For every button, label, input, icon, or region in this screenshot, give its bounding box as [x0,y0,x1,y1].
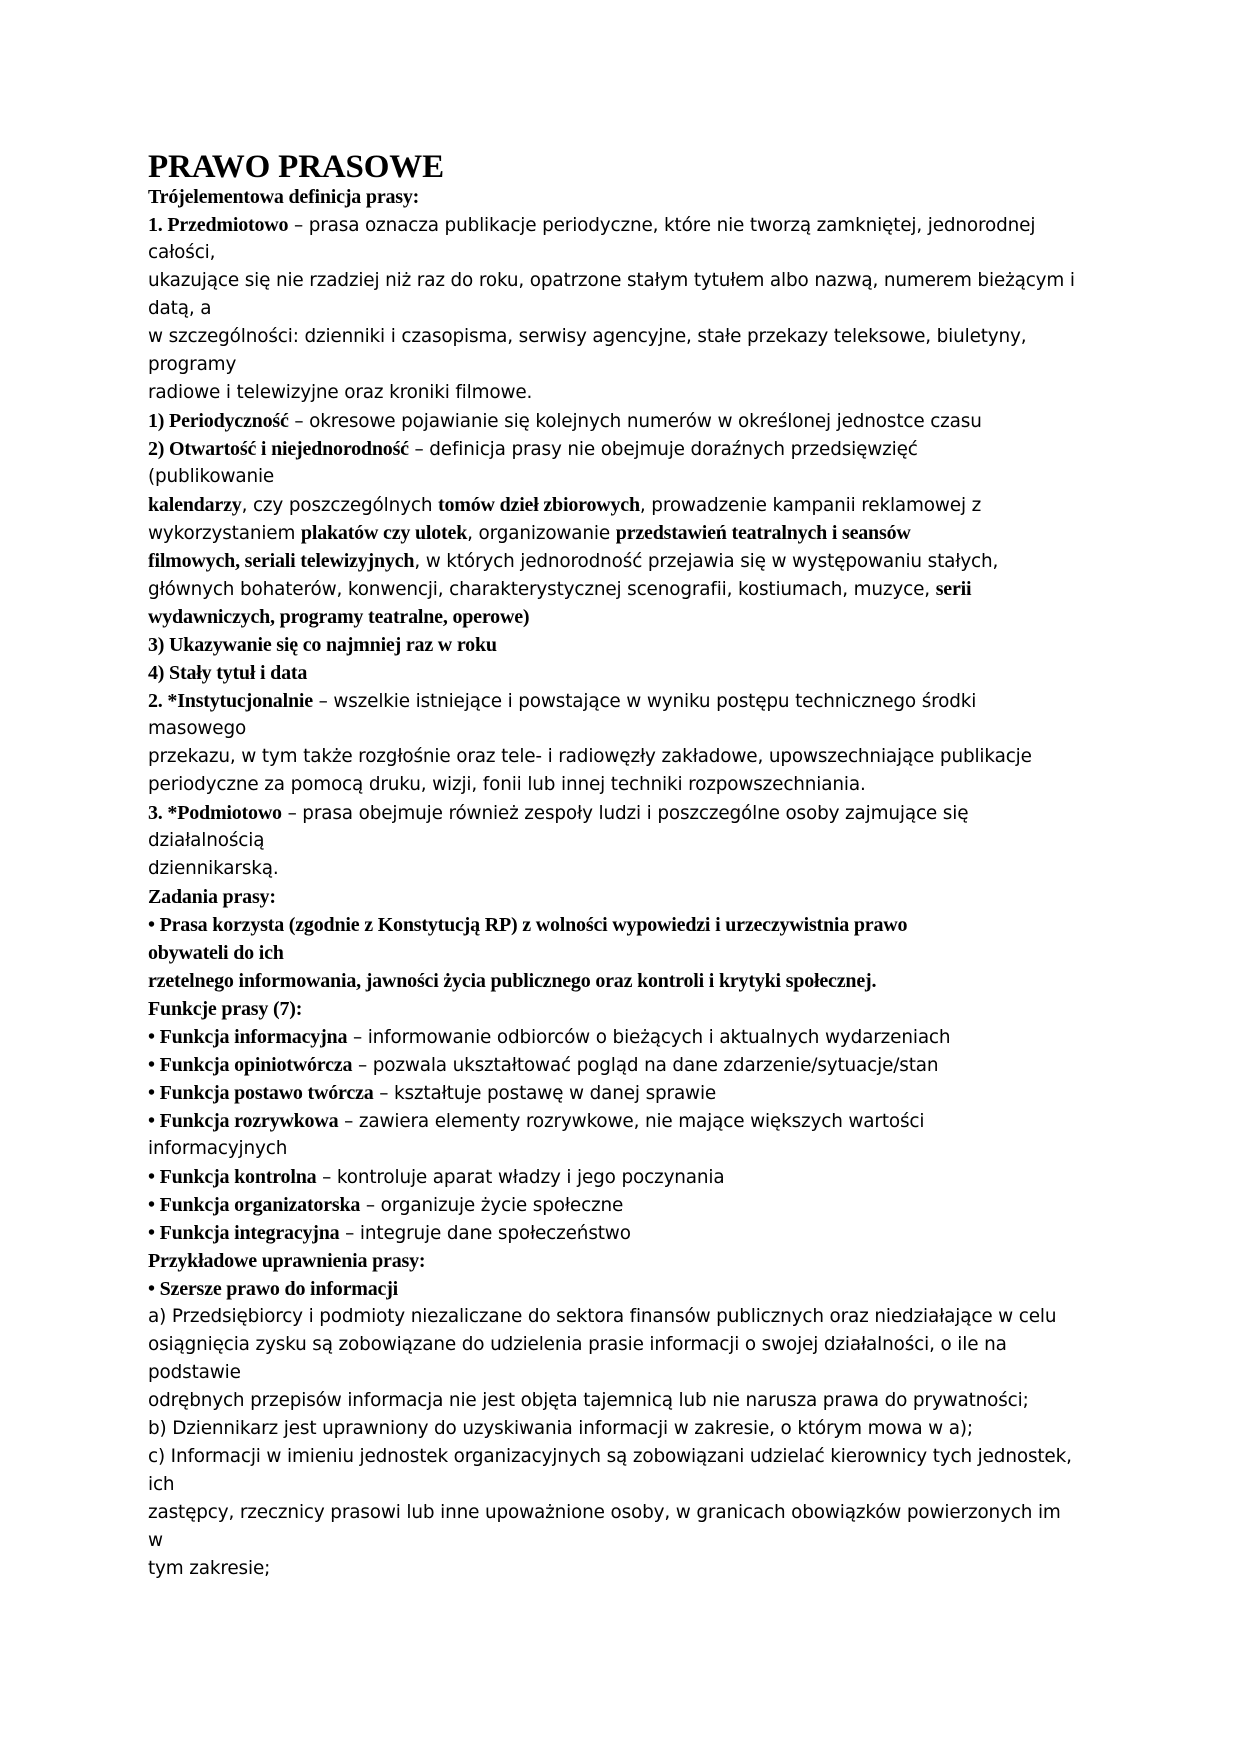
text-line [148,631,1098,659]
text-line [148,463,1098,491]
text-segment: w szczególności: dzienniki i czasopisma, serwisy agencyjne, stałe przekazy teleksowe, biuletyny, [148,326,1027,347]
text-line [148,995,1098,1023]
text-line [148,743,1098,771]
text-line [148,1023,1098,1051]
text-segment: a) Przedsiębiorcy i podmioty niezaliczane do sektora finansów publicznych oraz niedziałające w celu [148,1306,1057,1327]
bold-text-segment: 1) Periodyczność [148,410,289,432]
text-segment: periodyczne za pomocą druku, wizji, fonii lub innej techniki rozpowszechniania. [148,774,866,795]
bold-text-segment: kalendarzy [148,494,242,516]
text-segment: – prasa obejmuje również zespoły ludzi i poszczególne osoby zajmujące się [281,803,969,824]
bold-text-segment: wydawniczych, programy teatralne, operowe) [148,606,530,628]
text-line [148,939,1098,967]
text-line [148,1499,1098,1527]
text-segment: głównych bohaterów, konwencji, charakterystycznej scenografii, kostiumach, muzyce, [148,579,936,600]
bold-text-segment: 3) Ukazywanie się co najmniej raz w roku [148,634,497,656]
text-segment: informacyjnych [148,1138,288,1159]
bold-text-segment: • Funkcja kontrolna [148,1166,317,1188]
bold-text-segment: • Funkcja rozrywkowa [148,1110,339,1132]
text-segment: – kształtuje postawę w danej sprawie [373,1083,717,1104]
text-line [148,1331,1098,1359]
bold-text-segment: • Funkcja informacyjna [148,1026,348,1048]
text-line [148,1135,1098,1163]
text-segment: – prasa oznacza publikacje periodyczne, które nie tworzą zamkniętej, jednorodnej [288,215,1036,236]
text-line [148,603,1098,631]
text-line [148,827,1098,855]
text-line [148,1191,1098,1219]
text-line [148,183,1098,211]
text-segment: – organizuje życie społeczne [360,1195,624,1216]
text-segment: – zawiera elementy rozrywkowe, nie mające większych wartości [338,1111,925,1132]
bold-text-segment: 3. *Podmiotowo [148,802,282,824]
text-segment: wykorzystaniem [148,523,301,544]
bold-text-segment: 2) Otwartość i niejednorodność [148,438,409,460]
text-line [148,1415,1098,1443]
text-line [148,1219,1098,1247]
text-segment: ukazujące się nie rzadziej niż raz do roku, opatrzone stałym tytułem albo nazwą, numerem bieżącym i [148,270,1075,291]
text-segment: osiągnięcia zysku są zobowiązane do udzielenia prasie informacji o swojej działalności, o ile na [148,1334,1007,1355]
text-line [148,239,1098,267]
text-line [148,407,1098,435]
text-line [148,1163,1098,1191]
bold-text-segment: • Funkcja integracyjna [148,1222,340,1244]
text-segment: – pozwala ukształtować pogląd na dane zdarzenie/sytuacje/stan [352,1055,939,1076]
text-line [148,211,1098,239]
text-segment: , prowadzenie kampanii reklamowej z [639,495,982,516]
text-line [148,267,1098,295]
text-segment: c) Informacji w imieniu jednostek organizacyjnych są zobowiązani udzielać kierownicy tych jednostek, [148,1446,1072,1467]
text-segment: dziennikarską. [148,858,279,879]
text-segment: – integruje dane społeczeństwo [339,1223,631,1244]
bold-text-segment: • Funkcja organizatorska [148,1194,361,1216]
text-segment: datą, a [148,298,212,319]
text-segment: – okresowe pojawianie się kolejnych numerów w określonej jednostce czasu [288,411,982,432]
bold-text-segment: przedstawień teatralnych i seansów [615,522,911,544]
text-line [148,883,1098,911]
text-segment: tym zakresie; [148,1558,271,1579]
text-segment: w [148,1530,163,1551]
text-line [148,491,1098,519]
text-line [148,323,1098,351]
text-segment: b) Dziennikarz jest uprawniony do uzyskiwania informacji w zakresie, o którym mowa w a); [148,1418,973,1439]
text-line [148,1443,1098,1471]
bold-text-segment: tomów dzieł zbiorowych [438,494,640,516]
text-segment: (publikowanie [148,466,275,487]
bold-text-segment: • Prasa korzysta (zgodnie z Konstytucją RP) z wolności wypowiedzi i urzeczywistnia prawo [148,914,908,936]
text-segment: – informowanie odbiorców o bieżących i aktualnych wydarzeniach [347,1027,951,1048]
bold-text-segment: • Funkcja postawo twórcza [148,1082,374,1104]
text-segment: odrębnych przepisów informacja nie jest objęta tajemnicą lub nie narusza prawa do prywatności; [148,1390,1029,1411]
text-line [148,435,1098,463]
text-segment: masowego [148,718,247,739]
text-line [148,911,1098,939]
text-line [148,1247,1098,1275]
text-line [148,1359,1098,1387]
page-title: PRAWO PRASOWE [148,149,444,185]
text-segment: , w których jednorodność przejawia się w występowaniu stałych, [414,551,999,572]
text-line [148,1527,1098,1555]
text-segment: podstawie [148,1362,241,1383]
text-line [148,1555,1098,1583]
bold-text-segment: plakatów czy ulotek [300,522,468,544]
bold-text-segment: 2. *Instytucjonalnie [148,690,313,712]
text-line [148,1471,1098,1499]
text-segment: działalnością [148,830,265,851]
text-segment: ich [148,1474,175,1495]
bold-text-segment: • Szersze prawo do informacji [148,1278,399,1300]
bold-text-segment: Przykładowe uprawnienia prasy: [148,1250,426,1272]
bold-text-segment: • Funkcja opiniotwórcza [148,1054,353,1076]
text-segment: zastępcy, rzecznicy prasowi lub inne upoważnione osoby, w granicach obowiązków powierzonych im [148,1502,1061,1523]
text-segment: programy [148,354,237,375]
text-line [148,1387,1098,1415]
text-line [148,1051,1098,1079]
text-line [148,351,1098,379]
document-page [148,148,1098,1583]
text-line [148,547,1098,575]
text-segment: – kontroluje aparat władzy i jego poczynania [316,1167,725,1188]
text-segment: – definicja prasy nie obejmuje doraźnych przedsięwzięć [408,439,918,460]
text-line [148,379,1098,407]
bold-text-segment: serii [935,578,972,600]
text-line [148,575,1098,603]
text-line [148,1079,1098,1107]
text-line [148,1303,1098,1331]
bold-text-segment: 1. Przedmiotowo [148,214,289,236]
text-line [148,295,1098,323]
text-line [148,1107,1098,1135]
text-line [148,771,1098,799]
bold-text-segment: 4) Stały tytuł i data [148,662,308,684]
bold-text-segment: Funkcje prasy (7): [148,998,303,1020]
text-segment: , organizowanie [467,523,616,544]
text-line [148,659,1098,687]
text-line [148,687,1098,715]
text-segment: , czy poszczególnych [241,495,439,516]
text-line [148,855,1098,883]
text-line [148,715,1098,743]
text-line [148,1275,1098,1303]
bold-text-segment: filmowych, seriali telewizyjnych [148,550,415,572]
text-segment: radiowe i telewizyjne oraz kroniki filmowe. [148,382,533,403]
bold-text-segment: obywateli do ich [148,942,284,964]
text-line [148,519,1098,547]
document-body [148,183,1098,1583]
text-segment: – wszelkie istniejące i powstające w wyniku postępu technicznego środki [312,691,977,712]
bold-text-segment: rzetelnego informowania, jawności życia publicznego oraz kontroli i krytyki społecznej. [148,970,877,992]
text-segment: całości, [148,242,216,263]
text-line [148,799,1098,827]
bold-text-segment: Zadania prasy: [148,886,276,908]
text-line [148,967,1098,995]
text-segment: przekazu, w tym także rozgłośnie oraz tele- i radiowęzły zakładowe, upowszechniające publikacje [148,746,1032,767]
bold-text-segment: Trójelementowa definicja prasy: [148,186,420,208]
